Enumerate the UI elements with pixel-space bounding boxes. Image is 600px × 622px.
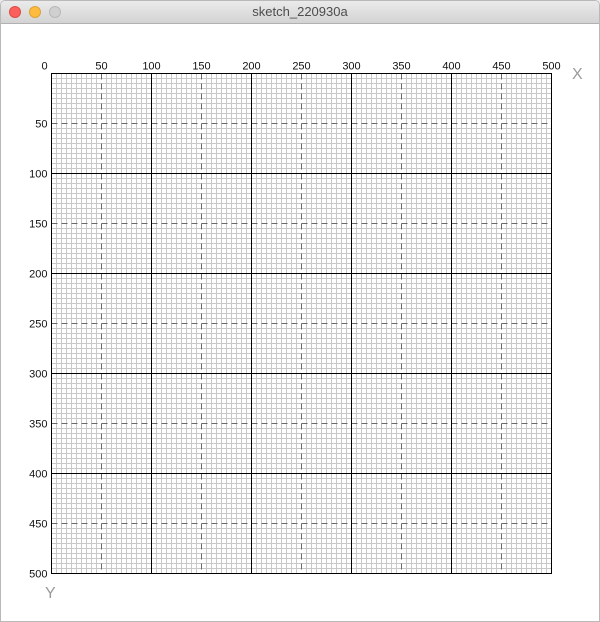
y-tick-label: 200: [29, 268, 48, 281]
y-axis-label: Y: [45, 585, 56, 602]
y-tick-label: 100: [29, 168, 48, 181]
x-axis-label: X: [572, 66, 583, 83]
sketch-canvas[interactable]: [1, 24, 599, 621]
grid-canvas: [1, 24, 599, 621]
x-tick-label: 100: [142, 60, 161, 73]
y-tick-label: 350: [29, 418, 48, 431]
y-tick-label: 150: [29, 218, 48, 231]
x-tick-label: 200: [242, 60, 261, 73]
y-tick-label: 250: [29, 318, 48, 331]
x-tick-label: 0: [41, 60, 48, 73]
y-tick-label: 300: [29, 368, 48, 381]
title-bar[interactable]: [1, 1, 599, 24]
x-tick-labels: [41, 61, 560, 73]
y-tick-label: 400: [29, 468, 48, 481]
y-tick-label: 500: [29, 568, 48, 581]
y-tick-label: 450: [29, 518, 48, 531]
x-tick-label: 450: [492, 60, 511, 73]
x-tick-label: 350: [392, 60, 411, 73]
x-tick-label: 400: [442, 60, 461, 73]
y-tick-label: 50: [35, 118, 48, 131]
y-tick-labels: [29, 119, 47, 581]
x-tick-label: 500: [542, 60, 561, 73]
x-tick-label: 300: [342, 60, 361, 73]
window-title: sketch_220930a: [252, 4, 348, 19]
x-tick-label: 50: [95, 60, 108, 73]
x-tick-label: 250: [292, 60, 311, 73]
x-tick-label: 150: [192, 60, 211, 73]
